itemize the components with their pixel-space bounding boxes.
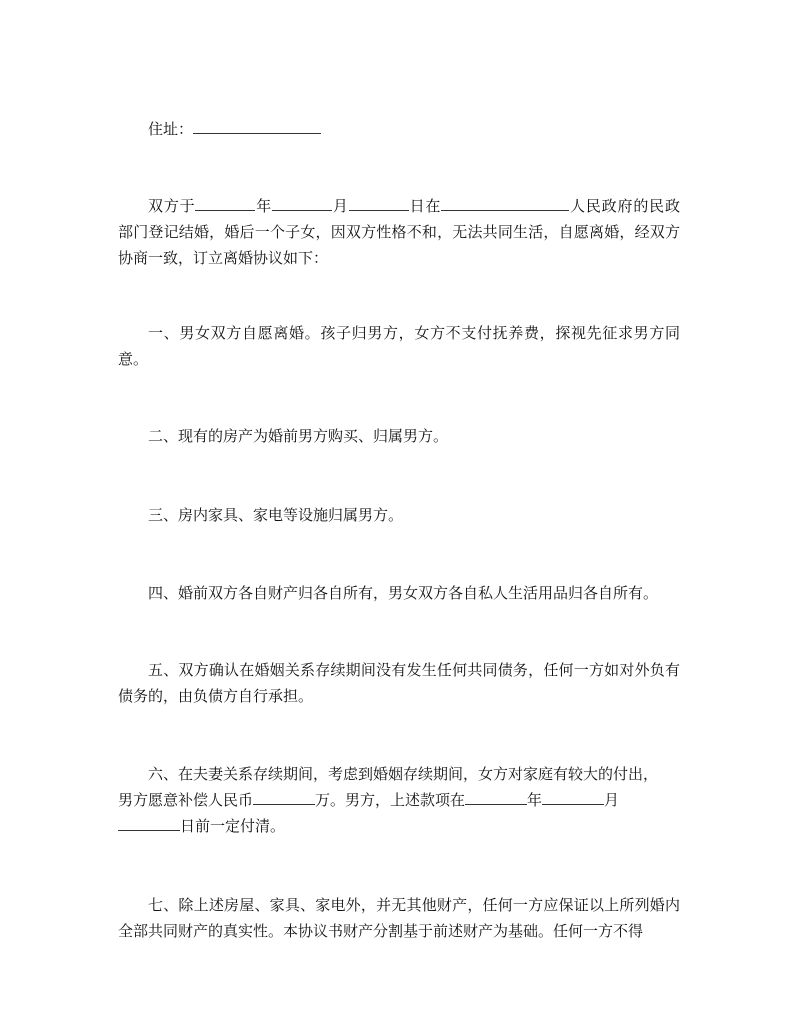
intro-text-1: 双方于 xyxy=(148,197,196,215)
clause-6-text-c: 年 xyxy=(527,791,543,809)
intro-text-2: 人民政府的民政 xyxy=(569,197,680,215)
pay-day-blank xyxy=(118,815,180,831)
clause-3: 三、房内家具、家电等设施归属男方。 xyxy=(148,506,404,524)
clause-1: 一、男女双方自愿离婚。孩子归男方，女方不支付抚养费，探视先征求男方同意。 xyxy=(118,324,680,368)
clause-6-line-3 xyxy=(118,813,680,839)
clause-6-text-b: 万。男方，上述款项在 xyxy=(315,791,466,809)
clause-5: 五、双方确认在婚姻关系存续期间没有发生任何共同债务，任何一方如对外负有债务的，由负债方自行承担。 xyxy=(118,661,680,705)
pay-year-blank xyxy=(465,789,527,805)
clause-6-text-d: 月 xyxy=(604,791,620,809)
intro-month: 月 xyxy=(332,197,349,215)
intro-text-rest: 部门登记结婚，婚后一个子女，因双方性格不和，无法共同生活，自愿离婚，经双方协商一致，订立离婚协议如下： xyxy=(118,223,680,267)
address-line xyxy=(118,116,680,142)
day-blank xyxy=(349,195,409,211)
clause-7: 七、除上述房屋、家具、家电外，并无其他财产，任何一方应保证以上所列婚内全部共同财产的真实性。本协议书财产分割基于前述财产为基础。任何一方不得 xyxy=(118,896,680,940)
clause-6-text-e: 日前一定付清。 xyxy=(180,817,286,835)
clause-6 xyxy=(118,761,680,839)
address-blank xyxy=(193,118,321,134)
clause-6-line-1: 六、在夫妻关系存续期间，考虑到婚姻存续期间，女方对家庭有较大的付出， xyxy=(148,765,659,783)
amount-blank xyxy=(253,789,315,805)
intro-paragraph xyxy=(118,193,680,271)
clause-6-line-2 xyxy=(118,787,680,813)
year-blank xyxy=(195,195,255,211)
clause-2: 二、现有的房产为婚前男方购买、归属男方。 xyxy=(148,427,449,445)
intro-day: 日在 xyxy=(408,197,442,215)
clause-6-text-a: 男方愿意补偿人民币 xyxy=(118,791,254,809)
month-blank xyxy=(272,195,332,211)
government-blank xyxy=(441,195,569,211)
address-label: 住址： xyxy=(148,120,194,138)
clause-4: 四、婚前双方各自财产归各自所有，男女双方各自私人生活用品归各自所有。 xyxy=(148,584,659,602)
intro-year: 年 xyxy=(255,197,273,215)
pay-month-blank xyxy=(542,789,604,805)
